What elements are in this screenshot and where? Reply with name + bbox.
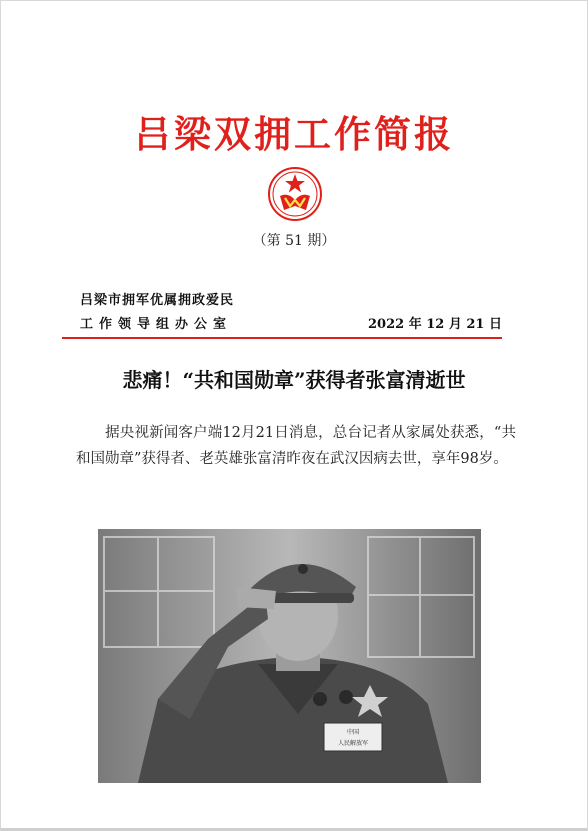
saluting-veteran-photo bbox=[98, 529, 481, 783]
issue-number: （第 51 期） bbox=[252, 233, 336, 249]
double-support-emblem-icon bbox=[266, 166, 324, 222]
badge-line2: 人民解放军 bbox=[337, 740, 369, 747]
issue-date: 2022 年 12 月 21 日 bbox=[368, 317, 502, 332]
org-name-line1: 吕梁市拥军优属拥政爱民 bbox=[80, 293, 235, 308]
badge-line1: 中国 bbox=[346, 729, 360, 736]
article-body bbox=[76, 420, 516, 472]
article-photo bbox=[98, 529, 481, 783]
article-headline: 悲痛！“共和国勋章”获得者张富清逝世 bbox=[122, 368, 466, 392]
bulletin-title: 吕梁双拥工作简报 bbox=[134, 112, 454, 156]
red-divider bbox=[62, 337, 502, 339]
org-name-line2: 工作领导组办公室 bbox=[80, 317, 233, 332]
article-body-text: 据央视新闻客户端12月21日消息，总台记者从家属处获悉，“共和国勋章”获得者、老英雄张富清昨夜在武汉因病去世，享年98岁。 bbox=[76, 425, 516, 467]
